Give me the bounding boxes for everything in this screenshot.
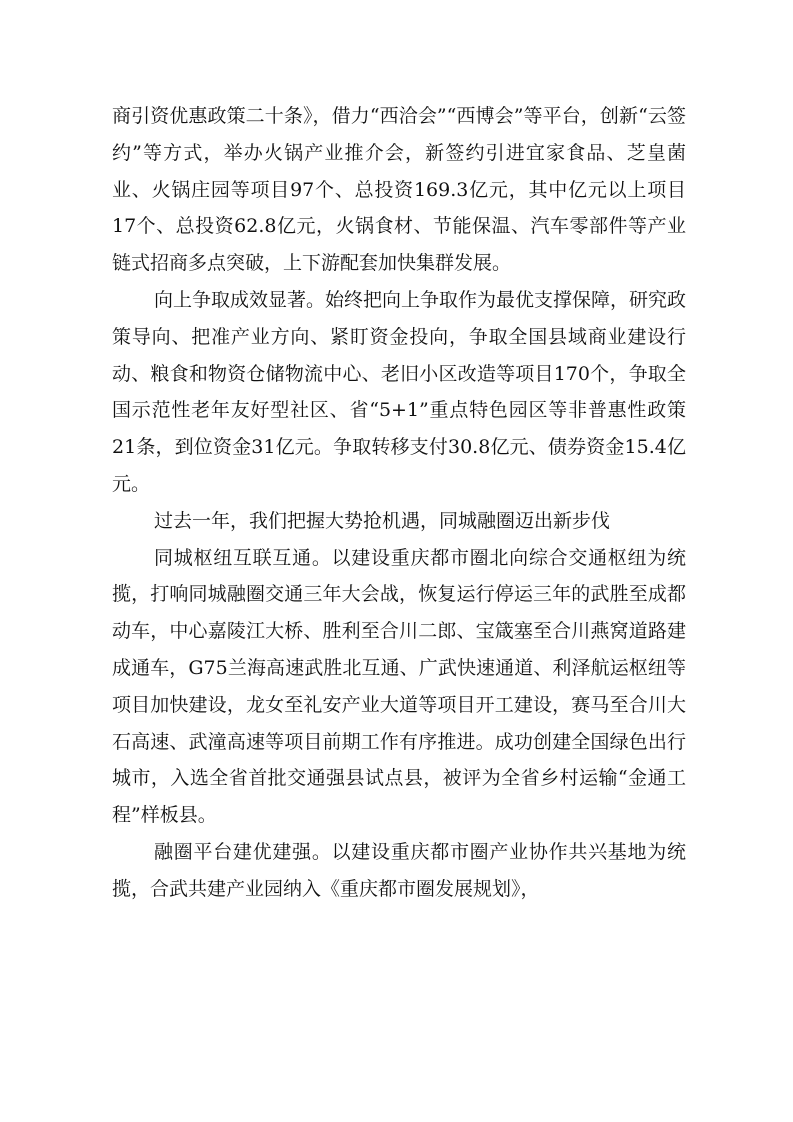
paragraph-platform-building: 融圈平台建优建强。以建设重庆都市圈产业协作共兴基地为统揽，合武共建产业园纳入《重庆都市圈发展规划》， [112, 840, 686, 900]
paragraph-upward-funding: 向上争取成效显著。始终把向上争取作为最优支撑保障，研究政策导向、把准产业方向、紧盯资金投向，争取全国县域商业建设行动、粮食和物资仓储物流中心、老旧小区改造等项目170个，争取全国示范性老年友好型社区、省“5+1”重点特色园区等非普惠性政策21条，到位资金31亿元。争取转移支付30.8亿元、债券资金15.4亿元。 [112, 288, 687, 495]
paragraph-investment-attraction: 商引资优惠政策二十条》，借力“西洽会”“西博会”等平台，创新“云签约”等方式，举办火锅产业推介会，新签约引进宜家食品、芝皇菌业、火锅庄园等项目97个、总投资169.3亿元，其中亿元以上项目17个、总投资62.8亿元，火锅食材、节能保温、汽车零部件等产业链式招商多点突破，上下游配套加快集群发展。 [112, 105, 686, 275]
paragraph-year-review-heading: 过去一年，我们把握大势抢机遇，同城融圈迈出新步伐 [154, 509, 611, 532]
paragraph-transport-hub: 同城枢纽互联互通。以建设重庆都市圈北向综合交通枢纽为统揽，打响同城融圈交通三年大会战，恢复运行停运三年的武胜至成都动车，中心嘉陵江大桥、胜利至合川二郎、宝箴塞至合川燕窝道路建成通车，G75兰海高速武胜北互通、广武快速通道、利泽航运枢纽等项目加快建设，龙女至礼安产业大道等项目开工建设，赛马至合川大石高速、武潼高速等项目前期工作有序推进。成功创建全国绿色出行城市，入选全省首批交通强县试点县，被评为全省乡村运输“金通工程”样板县。 [112, 546, 686, 827]
document-body [112, 98, 686, 908]
